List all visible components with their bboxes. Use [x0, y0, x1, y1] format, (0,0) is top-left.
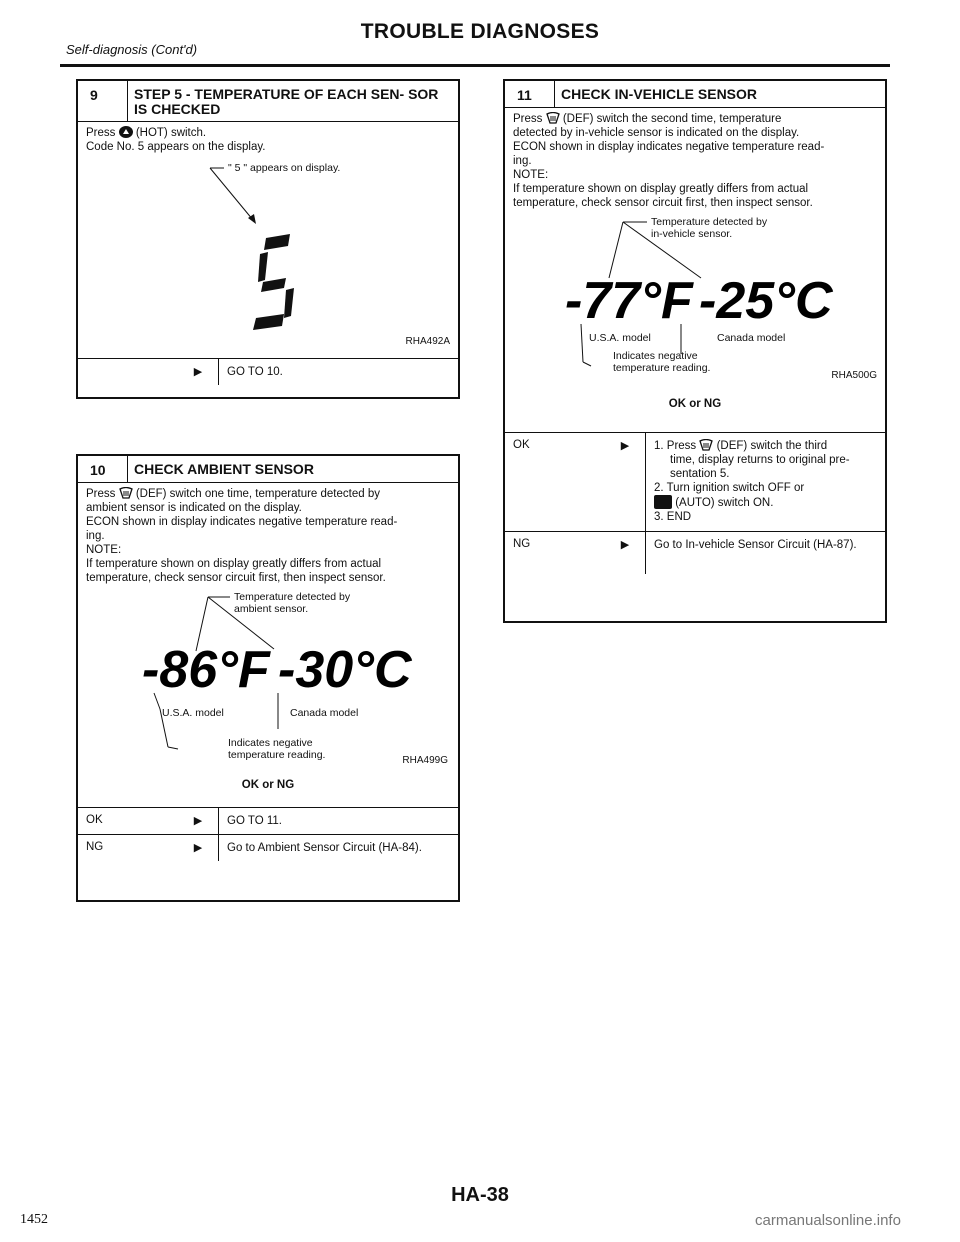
result-row-ok: [505, 432, 885, 531]
result-text: [645, 433, 885, 531]
display-usa: -77°F: [565, 272, 693, 330]
press-label: Press: [86, 488, 116, 500]
step-text: If temperature shown on display greatly differs from actual: [86, 558, 382, 570]
result-row: [78, 358, 458, 385]
arrow-icon: ▶: [620, 440, 630, 452]
arrow-icon: ▶: [193, 366, 203, 378]
def-switch-icon: [546, 112, 560, 124]
step-text: ing.: [86, 530, 105, 542]
step-text: Code No. 5 appears on the display.: [86, 141, 266, 153]
step-title: STEP 5 - TEMPERATURE OF EACH SEN- SOR IS CHECKED: [134, 86, 439, 117]
negative-label: temperature reading.: [228, 749, 326, 761]
step-10-header: [78, 456, 458, 483]
ok-or-ng-label: OK or NG: [668, 398, 722, 410]
step-text: detected by in-vehicle sensor is indicated on the display.: [513, 127, 800, 139]
page-number: 1452: [20, 1212, 48, 1227]
canada-label: Canada model: [717, 332, 786, 344]
result-text: Go to In-vehicle Sensor Circuit (HA-87).: [645, 532, 885, 574]
negative-label: Indicates negative: [228, 737, 313, 749]
display-figure: [78, 158, 458, 358]
press-label: Press: [513, 113, 543, 125]
display-usa: -86°F: [142, 641, 270, 699]
result-row: [78, 807, 458, 834]
watermark: carmanualsonline.info: [755, 1212, 901, 1229]
step-text: ECON shown in display indicates negative temperature read-: [513, 141, 825, 153]
step-9-box: [76, 79, 460, 399]
figure-code: RHA499G: [402, 755, 448, 766]
result-line: sentation 5.: [670, 468, 730, 480]
figure-label: Temperature detected by: [234, 591, 351, 603]
step-text: ECON shown in display indicates negative temperature read-: [86, 516, 398, 528]
result-line: 1. Press: [654, 440, 697, 452]
step-text: (DEF) switch the second time, temperature: [562, 113, 782, 125]
usa-label: U.S.A. model: [589, 332, 651, 344]
negative-label: temperature reading.: [613, 362, 711, 374]
result-line: (AUTO) switch ON.: [675, 497, 774, 509]
result-text: GO TO 11.: [218, 808, 458, 834]
step-title: CHECK AMBIENT SENSOR: [134, 461, 314, 477]
display-canada: -30°C: [278, 641, 412, 699]
arrow-icon: ▶: [193, 815, 203, 827]
page-subtitle: Self-diagnosis (Cont'd): [66, 42, 198, 57]
figure-label: Temperature detected by: [651, 216, 768, 228]
step-10-box: [76, 454, 460, 902]
step-number: 11: [505, 81, 555, 107]
step-text: NOTE:: [86, 544, 122, 556]
step-11-body: [505, 108, 885, 214]
callout-label: " 5 " appears on display.: [228, 162, 341, 174]
display-canada: -25°C: [699, 272, 833, 330]
usa-label: U.S.A. model: [162, 707, 224, 719]
step-text: temperature, check sensor circuit first, then inspect sensor.: [86, 572, 386, 584]
result-key: OK: [513, 439, 530, 451]
page-title: TROUBLE DIAGNOSES: [360, 20, 600, 43]
result-row-ng: [505, 531, 885, 574]
step-text: ambient sensor is indicated on the display.: [86, 502, 302, 514]
seven-seg-digit: [253, 234, 294, 330]
step-number: 9: [78, 81, 128, 121]
result-line: time, display returns to original pre-: [670, 454, 850, 466]
step-9-figure: [78, 158, 458, 358]
arrow-icon: ▶: [193, 842, 203, 854]
step-11-header: [505, 81, 885, 108]
step-9-body: [78, 122, 458, 158]
figure-label: ambient sensor.: [234, 603, 309, 615]
step-text: NOTE:: [513, 169, 549, 181]
step-number: 10: [78, 456, 128, 482]
result-text: GO TO 10.: [218, 359, 458, 385]
figure-code: RHA492A: [405, 336, 450, 347]
header-rule: [60, 64, 890, 67]
result-text: Go to Ambient Sensor Circuit (HA-84).: [218, 835, 458, 861]
result-key: OK: [86, 814, 103, 826]
result-line: 3. END: [654, 511, 692, 523]
step-11-figure: [505, 214, 885, 432]
figure-code: RHA500G: [831, 370, 877, 381]
press-label: Press: [86, 127, 116, 139]
def-switch-icon: [119, 487, 133, 499]
step-text: temperature, check sensor circuit first, then inspect sensor.: [513, 197, 813, 209]
step-10-body: [78, 483, 458, 589]
result-line: 2. Turn ignition switch OFF or: [654, 482, 805, 494]
result-key: NG: [86, 841, 104, 853]
result-key: NG: [513, 538, 531, 550]
step-title: CHECK IN-VEHICLE SENSOR: [561, 86, 758, 102]
step-10-figure: [78, 589, 458, 807]
result-row: [78, 834, 458, 861]
negative-label: Indicates negative: [613, 350, 698, 362]
canada-label: Canada model: [290, 707, 359, 719]
step-9-header: [78, 81, 458, 122]
figure-label: in-vehicle sensor.: [651, 228, 733, 240]
step-text: ing.: [513, 155, 532, 167]
arrow-icon: ▶: [620, 539, 630, 551]
step-text: (HOT) switch.: [135, 127, 207, 139]
hot-switch-icon: [119, 126, 133, 138]
auto-switch-icon: [654, 495, 672, 509]
page-code: HA-38: [451, 1184, 509, 1206]
result-line: (DEF) switch the third: [716, 440, 828, 452]
step-text: (DEF) switch one time, temperature detected by: [135, 488, 380, 500]
step-11-box: [503, 79, 887, 623]
ok-or-ng-label: OK or NG: [241, 779, 295, 791]
step-text: If temperature shown on display greatly differs from actual: [513, 183, 809, 195]
def-switch-icon: [699, 439, 713, 451]
